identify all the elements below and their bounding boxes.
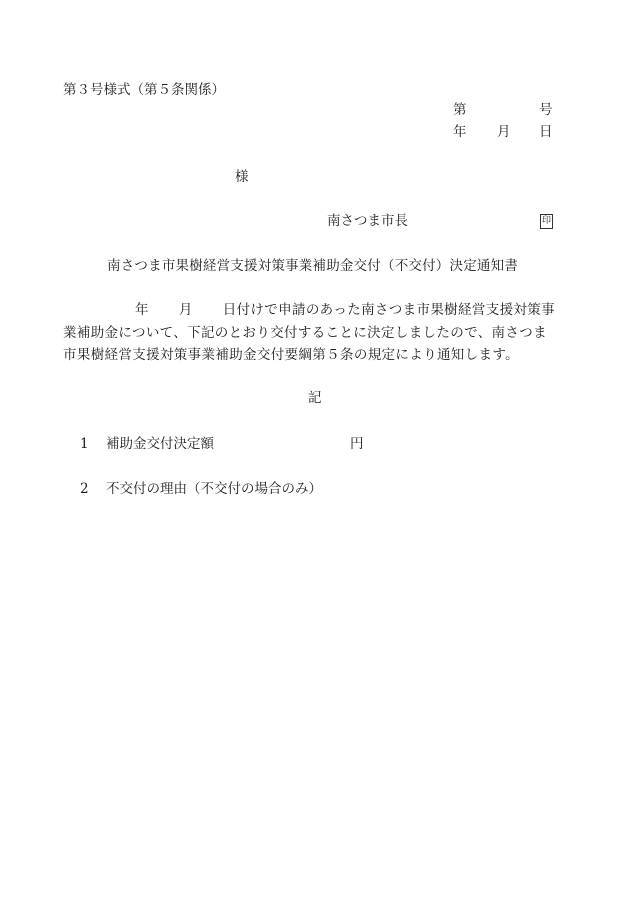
addressee-suffix: 様 (235, 169, 249, 185)
document-title: 南さつま市果樹経営支援対策事業補助金交付（不交付）決定通知書 (107, 258, 518, 274)
form-number: 第３号様式（第５条関係） (63, 82, 225, 98)
item-2-label: 不交付の理由（不交付の場合のみ） (106, 481, 322, 497)
ki-heading: 記 (308, 390, 322, 406)
item-1-number: 1 (80, 436, 89, 452)
item-2-number: 2 (80, 481, 89, 497)
date-month: 月 (497, 124, 511, 140)
doc-number-suffix: 号 (539, 102, 553, 118)
item-1-label: 補助金交付決定額 (106, 436, 214, 452)
seal-icon: 印 (540, 214, 553, 229)
body-line-1 (63, 299, 568, 322)
date-day: 日 (539, 124, 553, 140)
body-line-1-text: 日付けで申請のあった南さつま市果樹経営支援対策事 (222, 302, 555, 318)
item-1-unit: 円 (350, 436, 364, 452)
body-date-month: 月 (178, 302, 193, 318)
date-year: 年 (453, 124, 467, 140)
sender-name: 南さつま市長 (327, 213, 408, 229)
body-date-year: 年 (135, 302, 149, 318)
doc-number-prefix: 第 (453, 102, 467, 118)
body-line-3: 市果樹経営支援対策事業補助金交付要綱第５条の規定により通知します。 (63, 347, 519, 363)
body-paragraph (63, 299, 568, 367)
body-line-2: 業補助金について、下記のとおり交付することに決定しましたので、南さつま (63, 324, 547, 341)
